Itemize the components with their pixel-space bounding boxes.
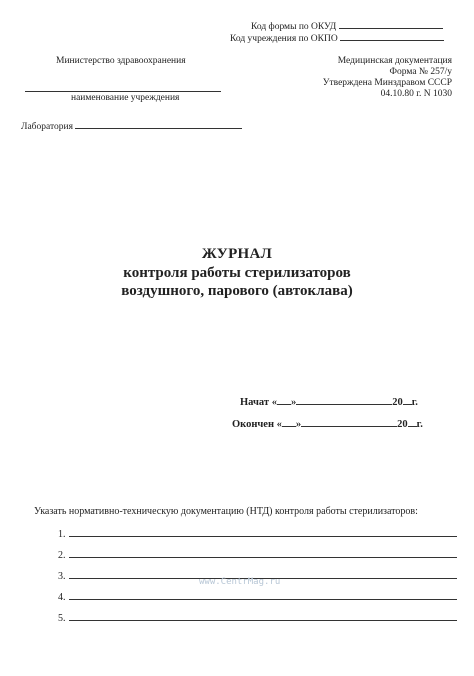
ntd-item (58, 611, 457, 624)
started-day-line (277, 395, 291, 405)
ntd-item-line (69, 527, 457, 537)
title-main: ЖУРНАЛ (201, 246, 273, 262)
quote-open: « (276, 419, 282, 430)
title-line-1: контроля работы стерилизаторов (123, 265, 351, 281)
year-suffix: г. (411, 397, 418, 408)
ended-row (232, 417, 423, 430)
journal-title (0, 245, 474, 300)
ntd-item-line (69, 548, 457, 558)
quote-open: « (271, 397, 277, 408)
year-suffix: г. (416, 419, 423, 430)
laboratory-label: Лаборатория (21, 122, 73, 132)
ntd-item-number: 1. (58, 529, 66, 540)
approval-date: 04.10.80 г. N 1030 (380, 89, 452, 99)
med-doc-label: Медицинская документация (337, 56, 452, 66)
ntd-item (58, 527, 457, 540)
quote-close: » (295, 419, 302, 430)
quote-close: » (290, 397, 297, 408)
ntd-item-number: 4. (58, 592, 66, 603)
okpo-label: Код учреждения по ОКПО (230, 34, 338, 44)
watermark: www.CentrMag.ru (199, 577, 281, 587)
ntd-item (58, 590, 457, 603)
ntd-item-number: 2. (58, 550, 66, 561)
ntd-item-number: 3. (58, 571, 66, 582)
started-year-line (403, 395, 412, 405)
year-prefix: 20 (392, 397, 403, 408)
okpo-field (230, 31, 444, 45)
okpo-line (340, 31, 444, 41)
laboratory-field (21, 119, 242, 133)
ntd-item-line (69, 590, 457, 600)
started-row (240, 395, 418, 408)
form-info (323, 56, 452, 100)
ended-label: Окончен (232, 419, 275, 430)
okud-label: Код формы по ОКУД (251, 22, 337, 32)
ntd-instruction: Указать нормативно-техническую документацию (НТД) контроля работы стерилизаторов: (34, 506, 418, 517)
year-prefix: 20 (397, 419, 408, 430)
form-number: Форма № 257/у (389, 67, 452, 77)
ended-month-line (301, 417, 397, 427)
ministry-label: Министерство здравоохранения (56, 56, 186, 66)
title-line-2: воздушного, парового (автоклава) (121, 283, 353, 299)
ended-day-line (282, 417, 296, 427)
started-label: Начат (240, 397, 270, 408)
ntd-item (58, 548, 457, 561)
institution-caption: наименование учреждения (71, 93, 180, 103)
ntd-item-number: 5. (58, 613, 66, 624)
approval-label: Утверждена Минздравом СССР (322, 78, 452, 88)
okud-line (339, 19, 443, 29)
laboratory-line (75, 119, 242, 129)
ended-year-line (408, 417, 417, 427)
institution-line (25, 91, 221, 92)
ntd-item-line (69, 611, 457, 621)
started-month-line (296, 395, 392, 405)
